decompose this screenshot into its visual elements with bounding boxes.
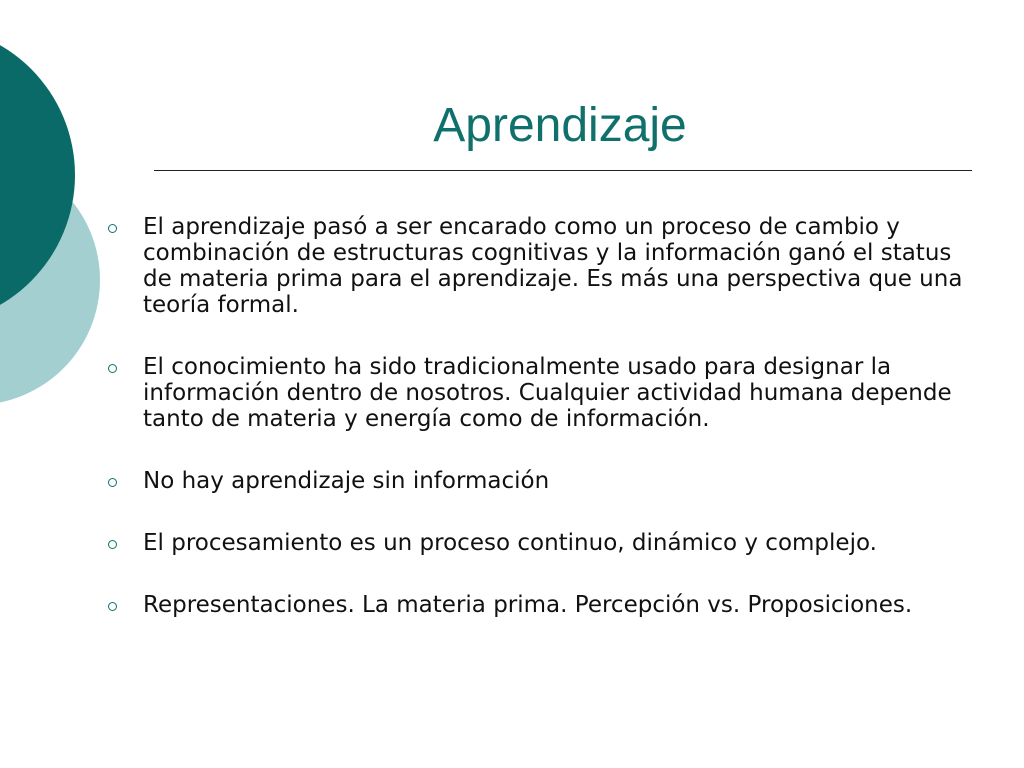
bullet-text: El procesamiento es un proceso continuo, dinámico y complejo.: [143, 530, 877, 556]
bullet-item: [100, 354, 980, 432]
bullet-circle-icon: [108, 540, 117, 549]
bullet-circle-icon: [108, 364, 117, 373]
bullet-text: No hay aprendizaje sin información: [143, 468, 550, 494]
bullet-item: [100, 468, 980, 494]
bullet-list: [100, 214, 980, 654]
bullet-text: El conocimiento ha sido tradicionalmente usado para designar la información dentro de nosotros. Cualquier actividad humana depende tanto de materia y energía como de información.: [143, 354, 952, 432]
slide-title: Aprendizaje: [433, 99, 687, 152]
title-divider: [154, 170, 972, 171]
bullet-circle-icon: [108, 602, 117, 611]
bullet-item: [100, 592, 980, 618]
bullet-circle-icon: [108, 478, 117, 487]
bullet-text: Representaciones. La materia prima. Percepción vs. Proposiciones.: [143, 592, 913, 618]
bullet-item: [100, 214, 980, 318]
bullet-item: [100, 530, 980, 556]
bullet-circle-icon: [108, 224, 117, 233]
bullet-text: El aprendizaje pasó a ser encarado como un proceso de cambio y combinación de estructuras cognitivas y la información ganó el status de materia prima para el aprendizaje. Es más una perspectiva que una teoría formal.: [143, 214, 963, 318]
